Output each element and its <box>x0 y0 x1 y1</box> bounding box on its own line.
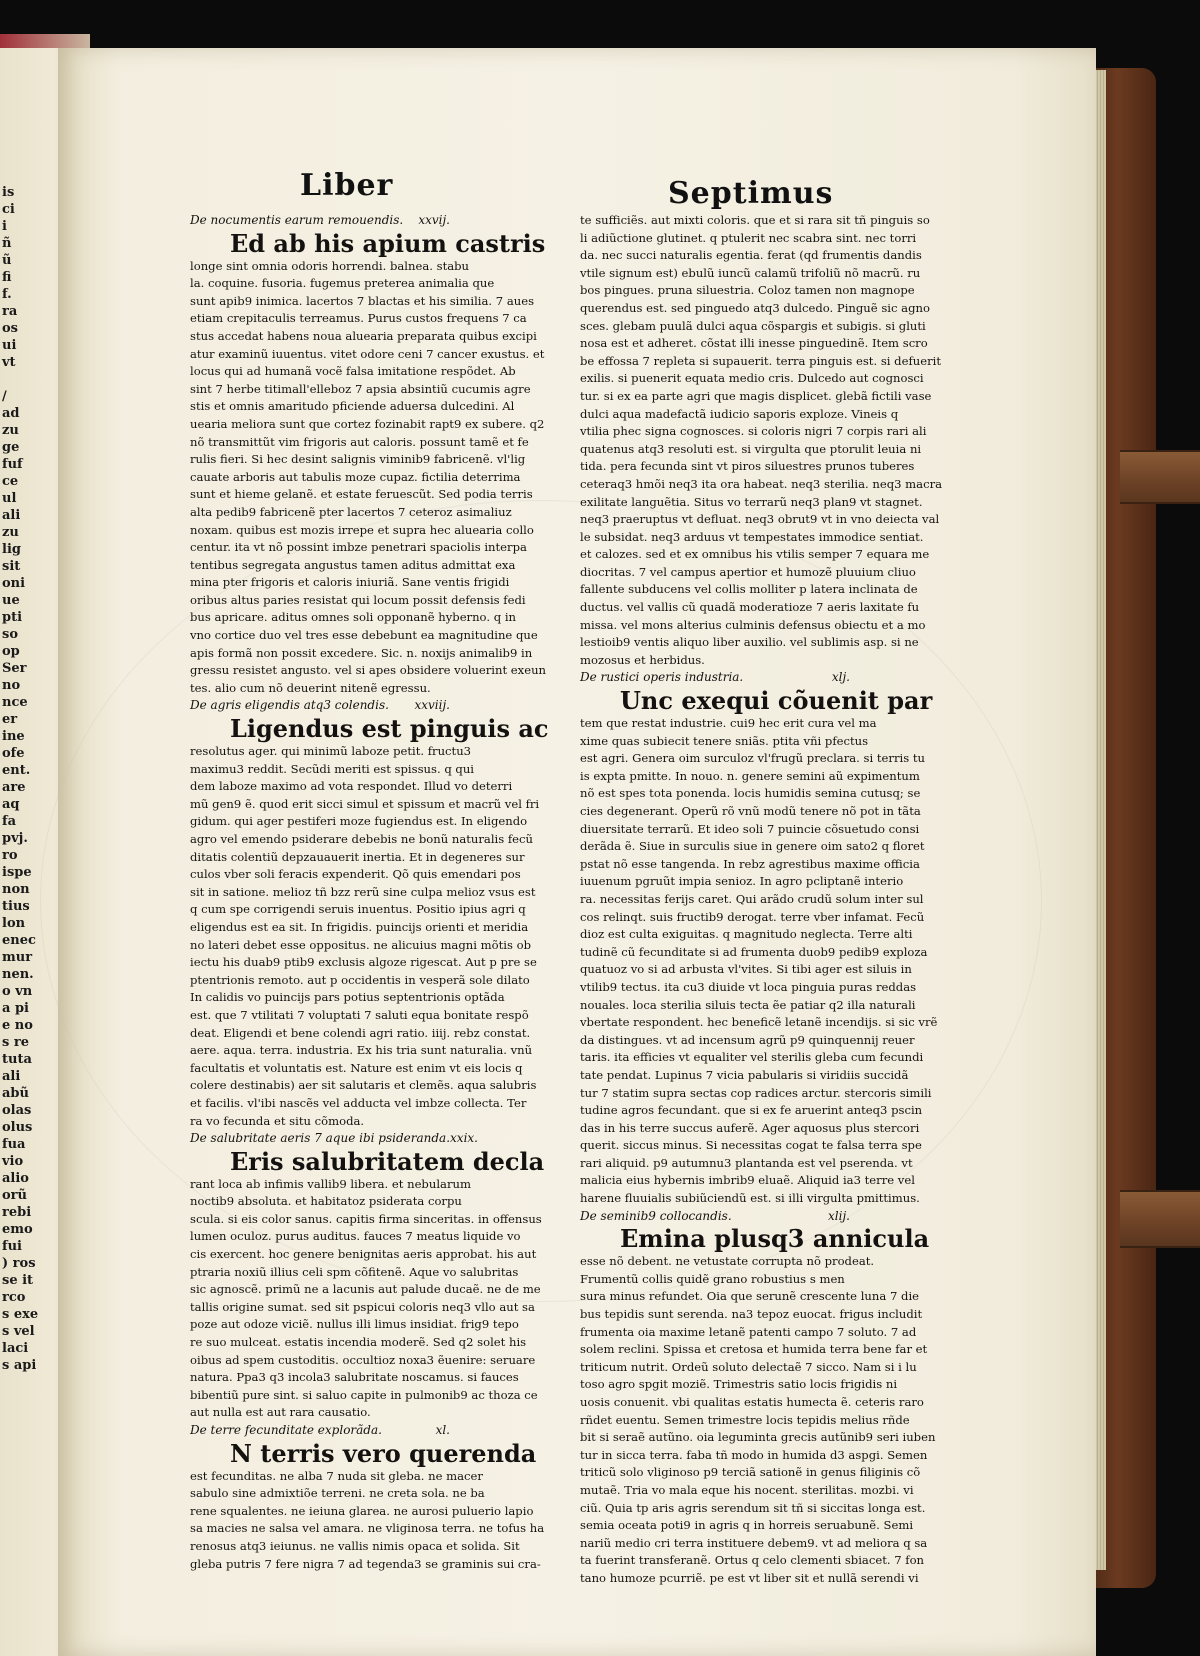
text-line: scula. si eis color sanus. capitis firma sinceritas. in offensus <box>190 1211 542 1226</box>
text-line: mozosus et herbidus. <box>580 652 705 667</box>
text-line: stis et omnis amaritudo pficiende aduersa dulcedini. Al <box>190 399 515 414</box>
text-line: oibus ad spem custoditis. occultioz noxa3 ẽuenire: seruare <box>190 1352 536 1367</box>
text-line: maximu3 reddit. Secũdi meriti est spissus. q qui <box>190 761 475 776</box>
text-line: solem reclini. Spissa et cretosa et humida terra bene far et <box>580 1342 928 1357</box>
text-line: tate pendat. Lupinus 7 vicia pabularis si viridiis succidã <box>580 1067 909 1082</box>
text-line: bit si seraẽ autũno. oia leguminta grecis autũnib9 seri iuben <box>580 1430 936 1445</box>
clasp-strap-lower <box>1120 1190 1200 1248</box>
chapter-heading <box>190 212 480 230</box>
text-line: semia oceata poti9 in agris q in horreis seruabunẽ. Semi <box>580 1518 914 1533</box>
text-line: sit in satione. melioz tñ bzz rerũ sine culpa melioz vsus est <box>190 884 536 899</box>
text-line: be effossa 7 repleta si supauerit. terra pinguis est. si defuerit <box>580 353 941 368</box>
text-line: tur. si ex ea parte agri que magis displicet. glebã fictili vase <box>580 388 932 403</box>
text-line: quatenus atq3 resoluti est. si virgulta que ptorulit leuia ni <box>580 441 922 456</box>
text-line: mina pter frigoris et caloris iniuriã. Sane ventis frigidi <box>190 575 510 590</box>
text-line: dem laboze maximo ad vota respondet. Illud vo deterri <box>190 779 513 794</box>
chapter-number: xxvij. <box>418 213 450 227</box>
text-line: nõ est spes tota ponenda. locis humidis semina cutusq; se <box>580 786 921 801</box>
text-line: aut nulla est aut rara causatio. <box>190 1405 371 1420</box>
text-line: mũ gen9 ẽ. quod erit sicci simul et spissum et macrũ vel fri <box>190 796 540 811</box>
text-line: diuersitate terrarũ. Et ideo soli 7 puincie cõsuetudo consi <box>580 821 920 836</box>
text-line: natura. Ppa3 q3 incola3 salubritate noscamus. si fauces <box>190 1370 519 1385</box>
text-line: querit. siccus minus. Si necessitas cogat te falsa terra spe <box>580 1138 922 1153</box>
text-line: sint 7 herbe titimall'elleboz 7 apsia absintiũ cucumis agre <box>190 381 531 396</box>
text-line: neq3 praeruptus vt defluat. neq3 obrut9 vt in vno deiecta val <box>580 512 940 527</box>
text-line: poze aut odoze viciẽ. nullus illi limus insidiat. frig9 tepo <box>190 1317 519 1332</box>
text-line: iuuenum pgruũt impia senioz. In agro pcliptanẽ interio <box>580 874 904 889</box>
chapter-opening-line: Eris salubritatem decla <box>230 1146 545 1176</box>
text-line: bos pingues. pruna siluestria. Coloz tamen non magnope <box>580 283 915 298</box>
chapter-opening-line: Ed ab his apium castris <box>230 228 546 258</box>
text-line: Frumentũ collis quidẽ grano robustius s men <box>580 1271 845 1286</box>
text-line: iectu his duab9 ptib9 exclusis algoze rigescat. Aut p pre se <box>190 955 537 970</box>
text-line: nõ transmittũt vim frigoris aut caloris. possunt tamẽ et fe <box>190 434 529 449</box>
text-line: exilis. si puenerit equata medio cris. Dulcedo aut cognosci <box>580 371 924 386</box>
text-line: est. que 7 vtilitati 7 voluptati 7 saluti equa bonitate respõ <box>190 1007 529 1022</box>
text-line: vtilib9 tectus. ita cu3 diuide vt loca pinguia puras reddas <box>580 979 917 994</box>
text-line: pstat nõ esse tangenda. In rebz agrestibus maxime officia <box>580 856 920 871</box>
text-line: nouales. loca sterilia siluis tecta ẽe patiar q2 illa naturali <box>580 997 916 1012</box>
text-line: la. coquine. fusoria. fugemus preterea animalia que <box>190 276 495 291</box>
text-line: nosa est et adheret. cõstat illi inesse pinguedinẽ. Item scro <box>580 336 928 351</box>
text-line: centur. ita vt nõ possint imbze penetrari spaciolis interpa <box>190 540 527 555</box>
text-line: bus tepidis sunt serenda. na3 tepoz euocat. frigus includit <box>580 1307 923 1322</box>
text-line: mutaẽ. Tria vo mala eque his nocent. sterilitas. mozbi. vi <box>580 1482 914 1497</box>
chapter-heading <box>190 1422 480 1440</box>
text-line: sa macies ne salsa vel amara. ne vliginosa terra. ne tofus ha <box>190 1521 545 1536</box>
chapter-opening-line: Unc exequi cõuenit par <box>620 686 933 716</box>
text-line: querendus est. sed pinguedo atq3 dulcedo. Pinguẽ sic agno <box>580 300 930 315</box>
text-line: frumenta oia maxime letanẽ patenti campo 7 soluto. 7 ad <box>580 1324 917 1339</box>
text-line: oribus altus paries resistat qui locum possit defensis fedi <box>190 592 526 607</box>
chapter-heading <box>190 1130 480 1148</box>
text-line: no lateri debet esse oppositus. ne alicuius magni mõtis ob <box>190 937 532 952</box>
text-line: eligendus est ea sit. In frigidis. puincijs orienti et meridia <box>190 919 529 934</box>
text-line: noctib9 absoluta. et habitatoz psiderata corpu <box>190 1194 462 1209</box>
left-page-margin-text: is ci i ñ ũ fi f. ra os ui vt / ad zu ge fuf ce ul ali zu lig sit oni ue pti so op Ser no nce er ine ofe ent. are aq fa pvj. ro ispe non tius lon enec mur nen. o vn a pi e no s re tuta ali abũ olas olus fua vio alio orũ rebi emo fui ) ros se it rco s exe s vel laci s api <box>2 185 39 1373</box>
text-line: atur examinũ iuuentus. vitet odore ceni 7 cancer exustus. et <box>190 346 545 361</box>
chapter-heading <box>580 1208 880 1226</box>
text-line: q cum spe corrigendi seruis inuentus. Positio ipius agri q <box>190 902 526 917</box>
chapter-heading-title: De nocumentis earum remouendis. <box>190 213 404 227</box>
text-line: bibentiũ pure sint. si saluo capite in pulmonib9 ac thoza ce <box>190 1387 538 1402</box>
text-line: est fecunditas. ne alba 7 nuda sit gleba. ne macer <box>190 1468 483 1483</box>
text-line: vno cortice duo vel tres esse debebunt ea magnitudine que <box>190 628 538 643</box>
text-line: diocritas. 7 vel campus apertior et humozẽ pluuium cliuo <box>580 564 916 579</box>
text-line: esse nõ debent. ne vetustate corrupta nõ prodeat. <box>580 1254 875 1269</box>
text-line: gleba putris 7 fere nigra 7 ad tegenda3 se graminis sui cra- <box>190 1556 541 1571</box>
text-line: ductus. vel vallis cũ quadã moderatioze 7 aeris laxitate fu <box>580 600 920 615</box>
text-line: ceteraq3 hmõi neq3 ita ora habeat. neq3 sterilia. neq3 macra <box>580 476 943 491</box>
text-line: ptraria noxiũ illius celi spm cõfitenẽ. Aque vo salubritas <box>190 1264 519 1279</box>
text-line: dioz est culta exiguitas. q magnitudo neglecta. Terre alti <box>580 927 913 942</box>
text-line: longe sint omnia odoris horrendi. balnea. stabu <box>190 258 470 273</box>
text-line: lumen oculoz. purus auditus. fauces 7 meatus liquide vo <box>190 1229 521 1244</box>
text-line: rñdet euentu. Semen trimestre locis tepidis melius rñde <box>580 1412 910 1427</box>
text-line: In calidis vo puincijs pars potius septentrionis optãda <box>190 990 505 1005</box>
chapter-number: xxix. <box>450 1131 478 1146</box>
text-line: culos vber soli feracis expenderit. Qõ quis emendari pos <box>190 867 521 882</box>
text-line: missa. vel mons alterius culminis defensus obiectu et a mo <box>580 617 926 632</box>
text-line: sunt apib9 inimica. lacertos 7 blactas et his similia. 7 aues <box>190 293 535 308</box>
text-line: tudine agros fecundant. que si ex fe aruerint anteq3 pscin <box>580 1103 923 1118</box>
clasp-strap-upper <box>1120 450 1200 504</box>
text-line: le subsidat. neq3 arduus vt tempestates immodice sentiat. <box>580 529 924 544</box>
text-line: et facilis. vl'ibi nascẽs vel adducta vel imbze collecta. Ter <box>190 1095 527 1110</box>
text-column-left <box>190 212 549 1573</box>
text-line: rene squalentes. ne ieiuna glarea. ne aurosi puluerio lapio <box>190 1503 534 1518</box>
text-line: ciũ. Quia tp aris agris serendum sit tñ si siccitas longa est. <box>580 1500 926 1515</box>
text-line: dulci aqua madefactã iudicio saporis exploze. Vineis q <box>580 406 899 421</box>
text-line: cies degenerant. Operũ rõ vnũ modũ tenere nõ pot in tãta <box>580 804 921 818</box>
text-line: triticũ solo vliginoso p9 terciã sationẽ in genus filiginis cõ <box>580 1465 921 1480</box>
text-line: sic agnoscẽ. primũ ne a lacunis aut palude ducaẽ. ne de me <box>190 1282 541 1297</box>
text-line: uosis conuenit. vbi qualitas estatis humecta ẽ. ceteris raro <box>580 1395 924 1409</box>
text-line: da distingues. vt ad incensum agrũ p9 quinquennij reuer <box>580 1032 915 1047</box>
text-line: rulis fieri. Si hec desint salignis viminib9 fabricenẽ. vl'lig <box>190 452 526 467</box>
text-line: apis formã non possit excedere. Sic. n. noxijs animalib9 in <box>190 645 533 660</box>
text-line: cos relinqt. suis fructib9 derogat. terre vber infamat. Fecũ <box>580 909 925 924</box>
chapter-heading-title: De agris eligendis atq3 colendis. <box>190 698 389 713</box>
chapter-heading <box>580 669 880 687</box>
chapter-number: xlij. <box>828 1208 850 1223</box>
chapter-heading-title: De salubritate aeris 7 aque ibi psideranda. <box>190 1131 451 1146</box>
chapter-heading-title: De seminib9 collocandis. <box>580 1208 732 1223</box>
chapter-heading-title: De rustici operis industria. <box>580 670 744 685</box>
text-line: tes. alio cum nõ deuerint nitenẽ egressu. <box>190 680 431 695</box>
text-line: tem que restat industrie. cui9 hec erit cura vel ma <box>580 716 877 731</box>
text-line: cauate arboris aut tabulis moze cupaz. fictilia deterrima <box>190 469 521 484</box>
running-head-right: Septimus <box>668 176 834 211</box>
text-column-right <box>580 212 943 1588</box>
chapter-opening-line: Emina plusq3 annicula <box>620 1224 930 1254</box>
text-line: noxam. quibus est mozis irrepe et supra hec aluearia collo <box>190 522 534 537</box>
chapter-heading-title: De terre fecunditate explorãda. <box>190 1423 382 1437</box>
text-line: rant loca ab infimis vallib9 libera. et nebularum <box>190 1176 471 1191</box>
text-line: tano humoze pcurriẽ. pe est vt liber sit et nullã serendi vi <box>580 1570 919 1585</box>
text-line: colere destinabis) aer sit salutaris et clemẽs. aqua salubris <box>190 1078 537 1093</box>
chapter-number: xl. <box>435 1423 450 1437</box>
text-line: ditatis colentiũ depzauauerit inertia. Et in degeneres sur <box>190 849 525 864</box>
chapter-opening-line: N terris vero querenda <box>230 1438 537 1468</box>
text-line: vbertate respondent. hec beneficẽ letanẽ incendijs. si sic vrẽ <box>580 1015 938 1030</box>
text-line: tur 7 statim supra sectas cop radices arctur. stercoris simili <box>580 1085 932 1100</box>
text-line: tentibus segregata angustus tamen aditus admittat exa <box>190 557 516 572</box>
text-line: est agri. Genera oim surculoz vl'frugũ preclara. si terris tu <box>580 751 925 766</box>
text-line: deat. Eligendi et bene colendi agri ratio. iiij. rebz constat. <box>190 1025 531 1040</box>
text-line: tida. pera fecunda sint vt piros siluestres prunos tuberes <box>580 459 915 474</box>
text-line: das in his terre succus auferẽ. Ager aquosus plus stercori <box>580 1120 920 1135</box>
text-line: tallis origine sumat. sed sit pspicui coloris neq3 vllo aut sa <box>190 1299 535 1314</box>
text-line: resolutus ager. qui minimũ laboze petit. fructu3 <box>190 744 472 759</box>
text-line: uearia meliora sunt que cortez fozinabit rapt9 ex subere. q2 <box>190 416 545 431</box>
text-line: etiam crepitaculis terreamus. Purus custos frequens 7 ca <box>190 311 527 326</box>
text-line: gidum. qui ager pestiferi moze fugiendus est. In eligendo <box>190 814 528 829</box>
text-line: ptentrionis remoto. aut p occidentis in vesperã sole dilato <box>190 972 530 987</box>
text-line: aere. aqua. terra. industria. Ex his tria sunt naturalia. vnũ <box>190 1043 533 1058</box>
text-line: sabulo sine admixtiõe terreni. ne creta sola. ne ba <box>190 1486 485 1501</box>
text-line: gressu resistet angusto. vel si apes obsidere voluerint exeun <box>190 663 547 678</box>
text-line: toso agro spgit moziẽ. Trimestris satio locis frigidis ni <box>580 1377 898 1392</box>
text-line: derãda ẽ. Siue in surculis siue in genere oim sato2 q floret <box>580 839 925 854</box>
text-line: tudinẽ cũ fecunditate si ad frumenta duob9 pedib9 exploza <box>580 944 928 959</box>
text-line: rari aliquid. p9 autumnu3 plantanda est vel pserenda. vt <box>580 1155 913 1170</box>
text-line: quatuoz vo si ad arbusta vl'vites. Si tibi ager est siluis in <box>580 962 912 977</box>
text-line: et calozes. sed et ex omnibus his vtilis semper 7 equara me <box>580 547 930 562</box>
text-line: da. nec succi naturalis egentia. ferat (qd frumentis dandis <box>580 248 922 263</box>
chapter-opening-line: Ligendus est pinguis ac <box>230 714 549 744</box>
text-line: locus qui ad humanã vocẽ falsa imitatione respõdet. Ab <box>190 364 516 379</box>
text-line: re suo mulceat. estatis incendia moderẽ. Sed q2 solet his <box>190 1335 527 1350</box>
text-line: ta fuerint transferanẽ. Ortus q celo clementi sbiacet. 7 fon <box>580 1553 925 1568</box>
text-line: nariũ medio cri terra instituere debem9. vt ad meliora q sa <box>580 1535 928 1550</box>
text-line: vtilia phec signa cognosces. si coloris nigri 7 corpis rari ali <box>580 424 927 439</box>
text-line: lestioib9 ventis aliquo liber auxilio. vel sublimis asp. si ne <box>580 635 919 650</box>
text-line: sura minus refundet. Oia que serunẽ crescente luna 7 die <box>580 1289 920 1304</box>
chapter-number: xlj. <box>831 670 850 685</box>
text-line: is expta pmitte. In nouo. n. genere semini aũ expimentum <box>580 768 920 783</box>
text-line: cis exercent. hoc genere benignitas aeris approbat. his aut <box>190 1247 537 1262</box>
text-line: alta pedib9 fabricenẽ pter lacertos 7 ceteroz asimaliuz <box>190 504 512 519</box>
text-line: facultatis et voluntatis est. Nature est enim vt eis locis q <box>190 1060 523 1075</box>
text-line: malicia eius hybernis imbrib9 eluaẽ. Aliquid ia3 terre vel <box>580 1173 915 1188</box>
text-line: agro vel emendo psiderare debebis ne bonũ naturalis fecũ <box>190 832 534 846</box>
left-page-red-edge <box>0 34 90 48</box>
running-head-left: Liber <box>300 168 394 203</box>
text-line: renosus atq3 ieiunus. ne vallis nimis opaca et solida. Sit <box>190 1538 520 1553</box>
text-line: ra vo fecunda et situ cõmoda. <box>190 1113 365 1128</box>
text-line: triticum nutrit. Ordeũ soluto delectaẽ 7 sicco. Nam si i lu <box>580 1359 917 1374</box>
text-line: li adiũctione glutinet. q ptulerit nec scabra sint. nec torri <box>580 230 917 245</box>
chapter-heading <box>190 697 480 715</box>
text-line: harene fluuialis subiũciendũ est. si illi virgulta pmittimus. <box>580 1191 920 1206</box>
chapter-number: xxviij. <box>414 698 450 713</box>
text-line: taris. ita efficies vt equaliter vel sterilis gleba cum fecundi <box>580 1050 924 1065</box>
text-line: sunt et hieme gelanẽ. et estate feruescũt. Sed podia terris <box>190 487 533 502</box>
text-line: vtile signum est) ebulũ iuncũ calamũ trifoliũ nõ macrũ. ru <box>580 265 921 280</box>
text-line: stus accedat habens noua aluearia preparata quibus excipi <box>190 328 537 343</box>
text-line: ra. necessitas ferijs caret. Qui arãdo crudũ solum inter sul <box>580 891 924 906</box>
text-line: exilitate languẽtia. Situs vo terrarũ neq3 plan9 vt stagnet. <box>580 494 923 509</box>
text-line: tur in sicca terra. faba tñ modo in humida d3 aspgi. Semen <box>580 1447 928 1462</box>
text-line: xime quas subiecit tenere sniãs. ptita vñi pfectus <box>580 733 869 748</box>
text-line: sces. glebam puulã dulci aqua cõspargis et subigis. si gluti <box>580 318 926 333</box>
text-line: bus apricare. aditus omnes soli opponanẽ hyberno. q in <box>190 610 516 625</box>
text-line: fallente subducens vel collis molliter p latera inclinata de <box>580 582 918 597</box>
text-line: te sufficiẽs. aut mixti coloris. que et si rara sit tñ pinguis so <box>580 213 930 227</box>
